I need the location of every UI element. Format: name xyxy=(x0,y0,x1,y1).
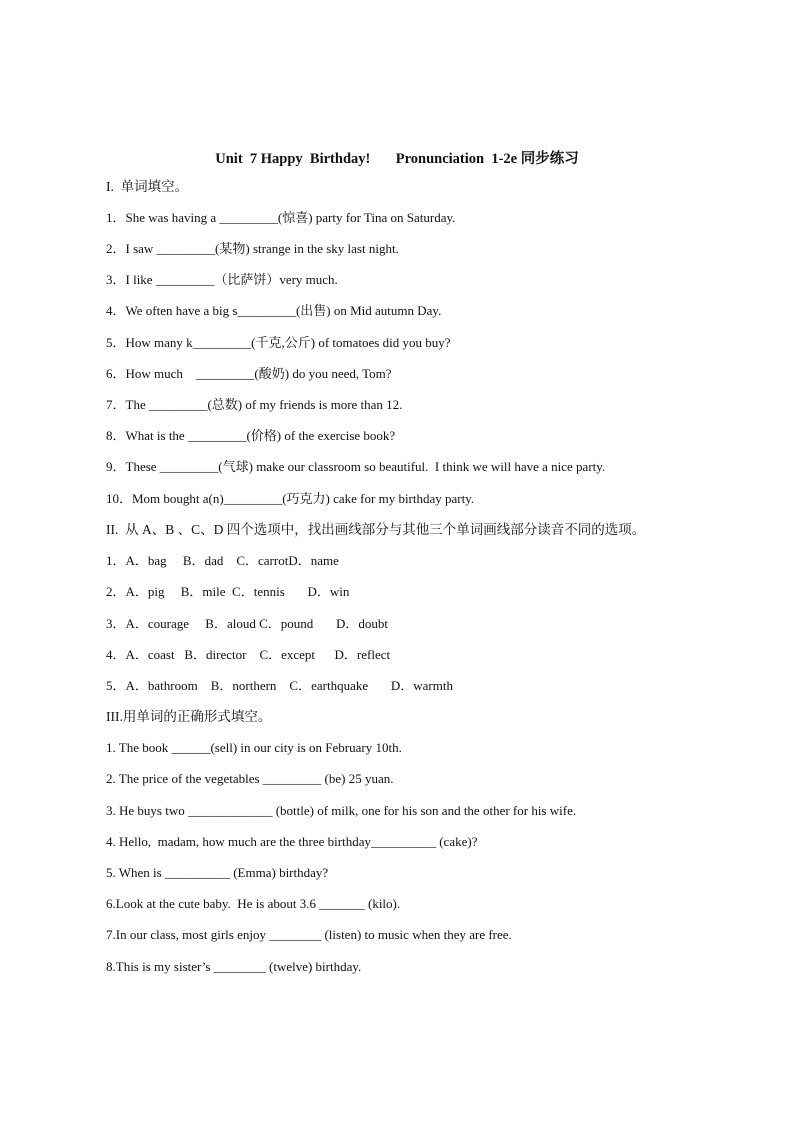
list-item: 4. Hello, madam, how much are the three birthday__________ (cake)? xyxy=(106,834,478,849)
list-item: 2．A．pig B．mile C．tennis D．win xyxy=(106,584,350,599)
list-item: 8．What is the _________(价格) of the exercise book? xyxy=(106,428,396,443)
list-item: 10．Mom bought a(n)_________(巧克力) cake for my birthday party. xyxy=(106,491,475,506)
section-heading-2: II. 从 A、B 、C、D 四个选项中，找出画线部分与其他三个单词画线部分读音不同的选项。 xyxy=(106,522,646,537)
list-item: 7.In our class, most girls enjoy ________ (listen) to music when they are free. xyxy=(106,927,512,942)
list-item: 2．I saw _________(某物) strange in the sky last night. xyxy=(106,241,399,256)
list-item: 4．We often have a big s_________(出售) on Mid autumn Day. xyxy=(106,303,442,318)
list-item: 9．These _________(气球) make our classroom so beautiful. I think we will have a nice party. xyxy=(106,459,606,474)
list-item: 5. When is __________ (Emma) birthday? xyxy=(106,865,329,880)
list-item: 3．A．courage B．aloud C．pound D．doubt xyxy=(106,616,389,631)
section-heading-3: III.用单词的正确形式填空。 xyxy=(106,709,272,724)
list-item: 8.This is my sister’s ________ (twelve) birthday. xyxy=(106,959,362,974)
list-item: 3. He buys two _____________ (bottle) of milk, one for his son and the other for his wife. xyxy=(106,803,577,818)
list-item: 6.Look at the cute baby. He is about 3.6 _______ (kilo). xyxy=(106,896,401,911)
list-item: 6．How much _________(酸奶) do you need, Tom? xyxy=(106,366,392,381)
page-title: Unit 7 Happy Birthday! Pronunciation 1-2e 同步练习 xyxy=(215,151,579,167)
list-item: 7．The _________(总数) of my friends is more than 12. xyxy=(106,397,403,412)
section-heading-1: I. 单词填空。 xyxy=(106,179,189,194)
list-item: 1．She was having a _________(惊喜) party for Tina on Saturday. xyxy=(106,210,456,225)
list-item: 5．How many k_________(千克,公斤) of tomatoes did you buy? xyxy=(106,335,451,350)
list-item: 1. The book ______(sell) in our city is on February 10th. xyxy=(106,740,402,755)
list-item: 4．A．coast B．director C．except D．reflect xyxy=(106,647,391,662)
list-item: 3．I like _________（比萨饼）very much. xyxy=(106,272,338,287)
list-item: 5．A．bathroom B．northern C．earthquake D．warmth xyxy=(106,678,453,693)
list-item: 1．A．bag B．dad C．carrotD．name xyxy=(106,553,339,568)
list-item: 2. The price of the vegetables _________ (be) 25 yuan. xyxy=(106,771,394,786)
